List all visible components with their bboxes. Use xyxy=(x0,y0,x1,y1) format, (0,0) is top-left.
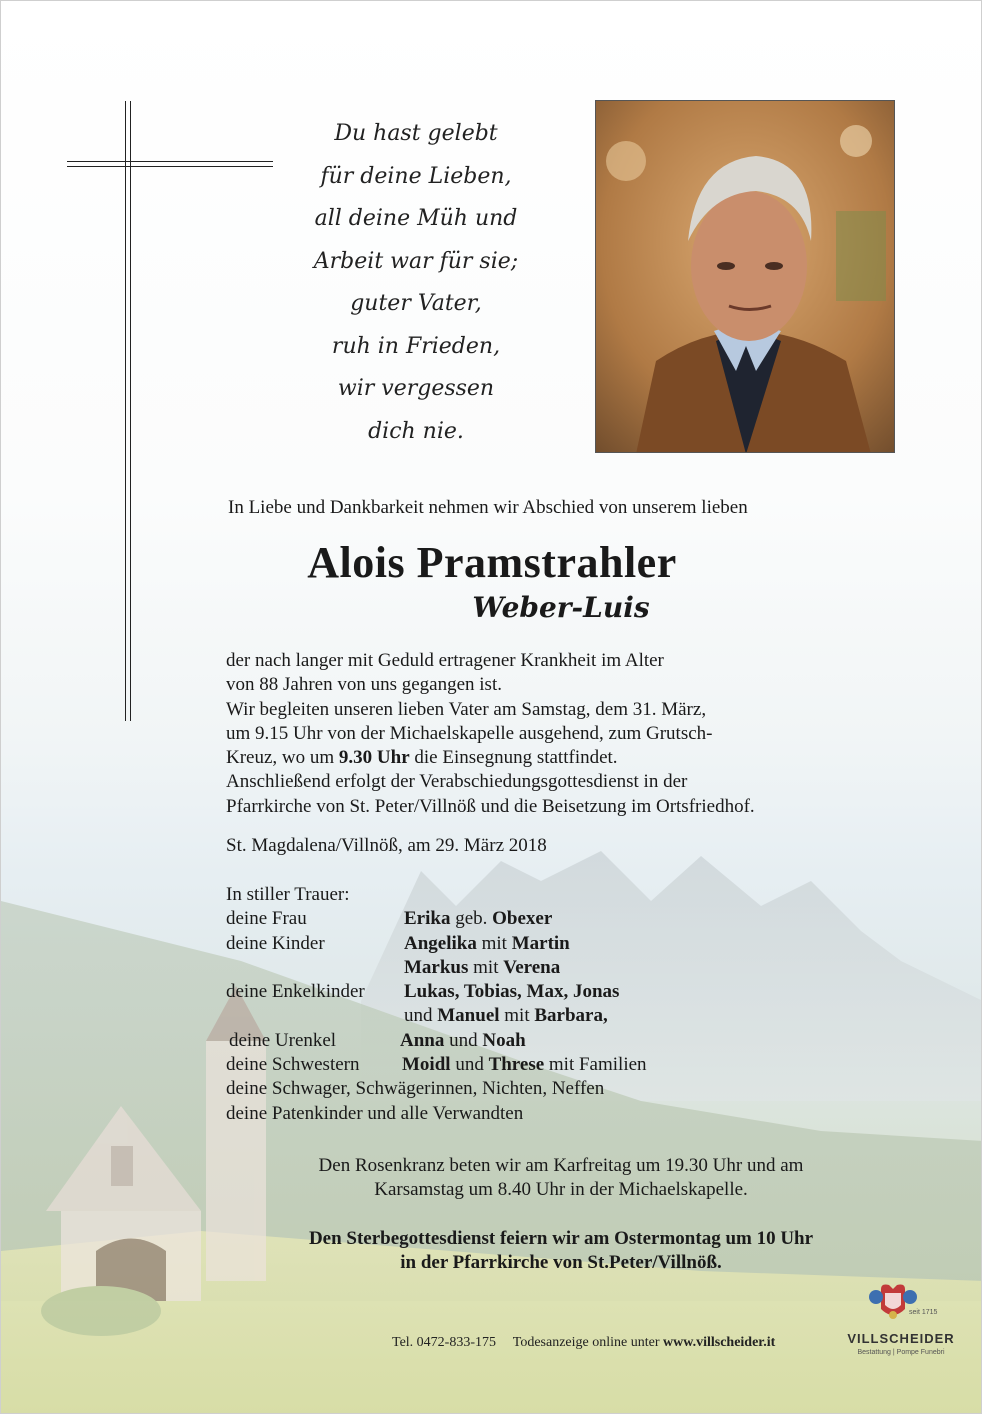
blessing-time: 9.30 Uhr xyxy=(338,747,410,769)
relation-label: deine Kinder xyxy=(226,932,325,954)
cross-vertical-line-inner xyxy=(130,101,131,721)
rosary-line: Karsamstag um 8.40 Uhr in der Michaelskapelle. xyxy=(374,1179,748,1201)
poem-line: ruh in Frieden, xyxy=(331,333,501,359)
announcement-body xyxy=(226,649,755,819)
relation-label: deine Schwestern xyxy=(226,1054,360,1076)
mourner-names: Lukas, Tobias, Max, Jonas xyxy=(404,981,620,1003)
phone-number: Tel. 0472-833-175 xyxy=(392,1335,497,1350)
mass-line: Den Sterbegottesdienst feiern wir am Ostermontag um 10 Uhr xyxy=(308,1228,814,1249)
relation-label: deine Frau xyxy=(226,908,307,930)
mourners-header: In stiller Trauer: xyxy=(226,884,350,905)
body-line: der nach langer mit Geduld ertragener Krankheit im Alter xyxy=(226,650,664,671)
mourner-names: und Manuel mit Barbara, xyxy=(404,1005,608,1027)
body-line: Anschließend erfolgt der Verabschiedungsgottesdienst in der xyxy=(226,771,688,793)
cross-horizontal-line-inner xyxy=(67,166,273,167)
poem-line: wir vergessen xyxy=(337,376,495,401)
rosary-line: Den Rosenkranz beten wir am Karfreitag um 19.30 Uhr und am xyxy=(318,1155,804,1176)
coat-of-arms-icon xyxy=(841,1281,961,1331)
poem-line: für deine Lieben, xyxy=(320,163,512,189)
logo-since: seit 1715 xyxy=(909,1309,938,1316)
relation-label: deine Schwager, Schwägerinnen, Nichten, Neffen xyxy=(226,1078,605,1100)
body-line: um 9.15 Uhr von der Michaelskapelle ausgehend, zum Grutsch- xyxy=(226,722,713,744)
logo-subtitle: Bestattung | Pompe Funebri xyxy=(857,1349,945,1356)
poem-line: all deine Müh und xyxy=(314,206,518,231)
mourner-names: Anna und Noah xyxy=(400,1029,526,1051)
rosary-notice xyxy=(1,1154,982,1203)
body-text: Kreuz, wo um xyxy=(226,747,339,769)
mourner-names: Angelika mit Martin xyxy=(404,932,570,954)
memorial-poem xyxy=(291,113,541,453)
footer-contact xyxy=(392,1335,775,1351)
poem-line: Arbeit war für sie; xyxy=(313,248,519,274)
logo-name: VILLSCHEIDER xyxy=(847,1331,955,1346)
poem-line: Du hast gelebt xyxy=(334,121,498,146)
intro-text: In Liebe und Dankbarkeit nehmen wir Abschied von unserem lieben xyxy=(228,497,748,518)
body-text: die Einsegnung stattfindet. xyxy=(409,747,618,769)
website-link[interactable]: www.villscheider.it xyxy=(663,1335,776,1350)
portrait-photo xyxy=(595,100,895,453)
mourner-names: Moidl und Threse mit Familien xyxy=(402,1054,647,1076)
relation-label: deine Enkelkinder xyxy=(226,981,365,1003)
mourner-names: Erika geb. Obexer xyxy=(404,908,553,930)
mourner-names: Markus mit Verena xyxy=(404,956,561,978)
funeral-home-logo xyxy=(841,1281,961,1361)
cross-horizontal-line xyxy=(67,161,273,162)
relation-label: deine Urenkel xyxy=(229,1029,337,1051)
mass-line: in der Pfarrkirche von St.Peter/Villnöß. xyxy=(400,1252,722,1274)
deceased-nickname: Weber-Luis xyxy=(472,591,650,624)
poem-line: dich nie. xyxy=(368,418,464,444)
funeral-mass-notice xyxy=(1,1227,982,1276)
cross-vertical-line xyxy=(125,101,126,721)
online-label: Todesanzeige online unter xyxy=(512,1335,664,1350)
body-line: Wir begleiten unseren lieben Vater am Samstag, dem 31. März, xyxy=(226,698,707,720)
poem-line: guter Vater, xyxy=(350,291,482,316)
deceased-name: Alois Pramstrahler xyxy=(307,538,677,587)
body-line xyxy=(226,746,755,770)
body-line: Pfarrkirche von St. Peter/Villnöß und die Beisetzung im Ortsfriedhof. xyxy=(226,795,755,817)
place-and-date: St. Magdalena/Villnöß, am 29. März 2018 xyxy=(226,835,547,856)
body-line: von 88 Jahren von uns gegangen ist. xyxy=(226,674,502,696)
relation-label: deine Patenkinder und alle Verwandten xyxy=(226,1102,524,1124)
